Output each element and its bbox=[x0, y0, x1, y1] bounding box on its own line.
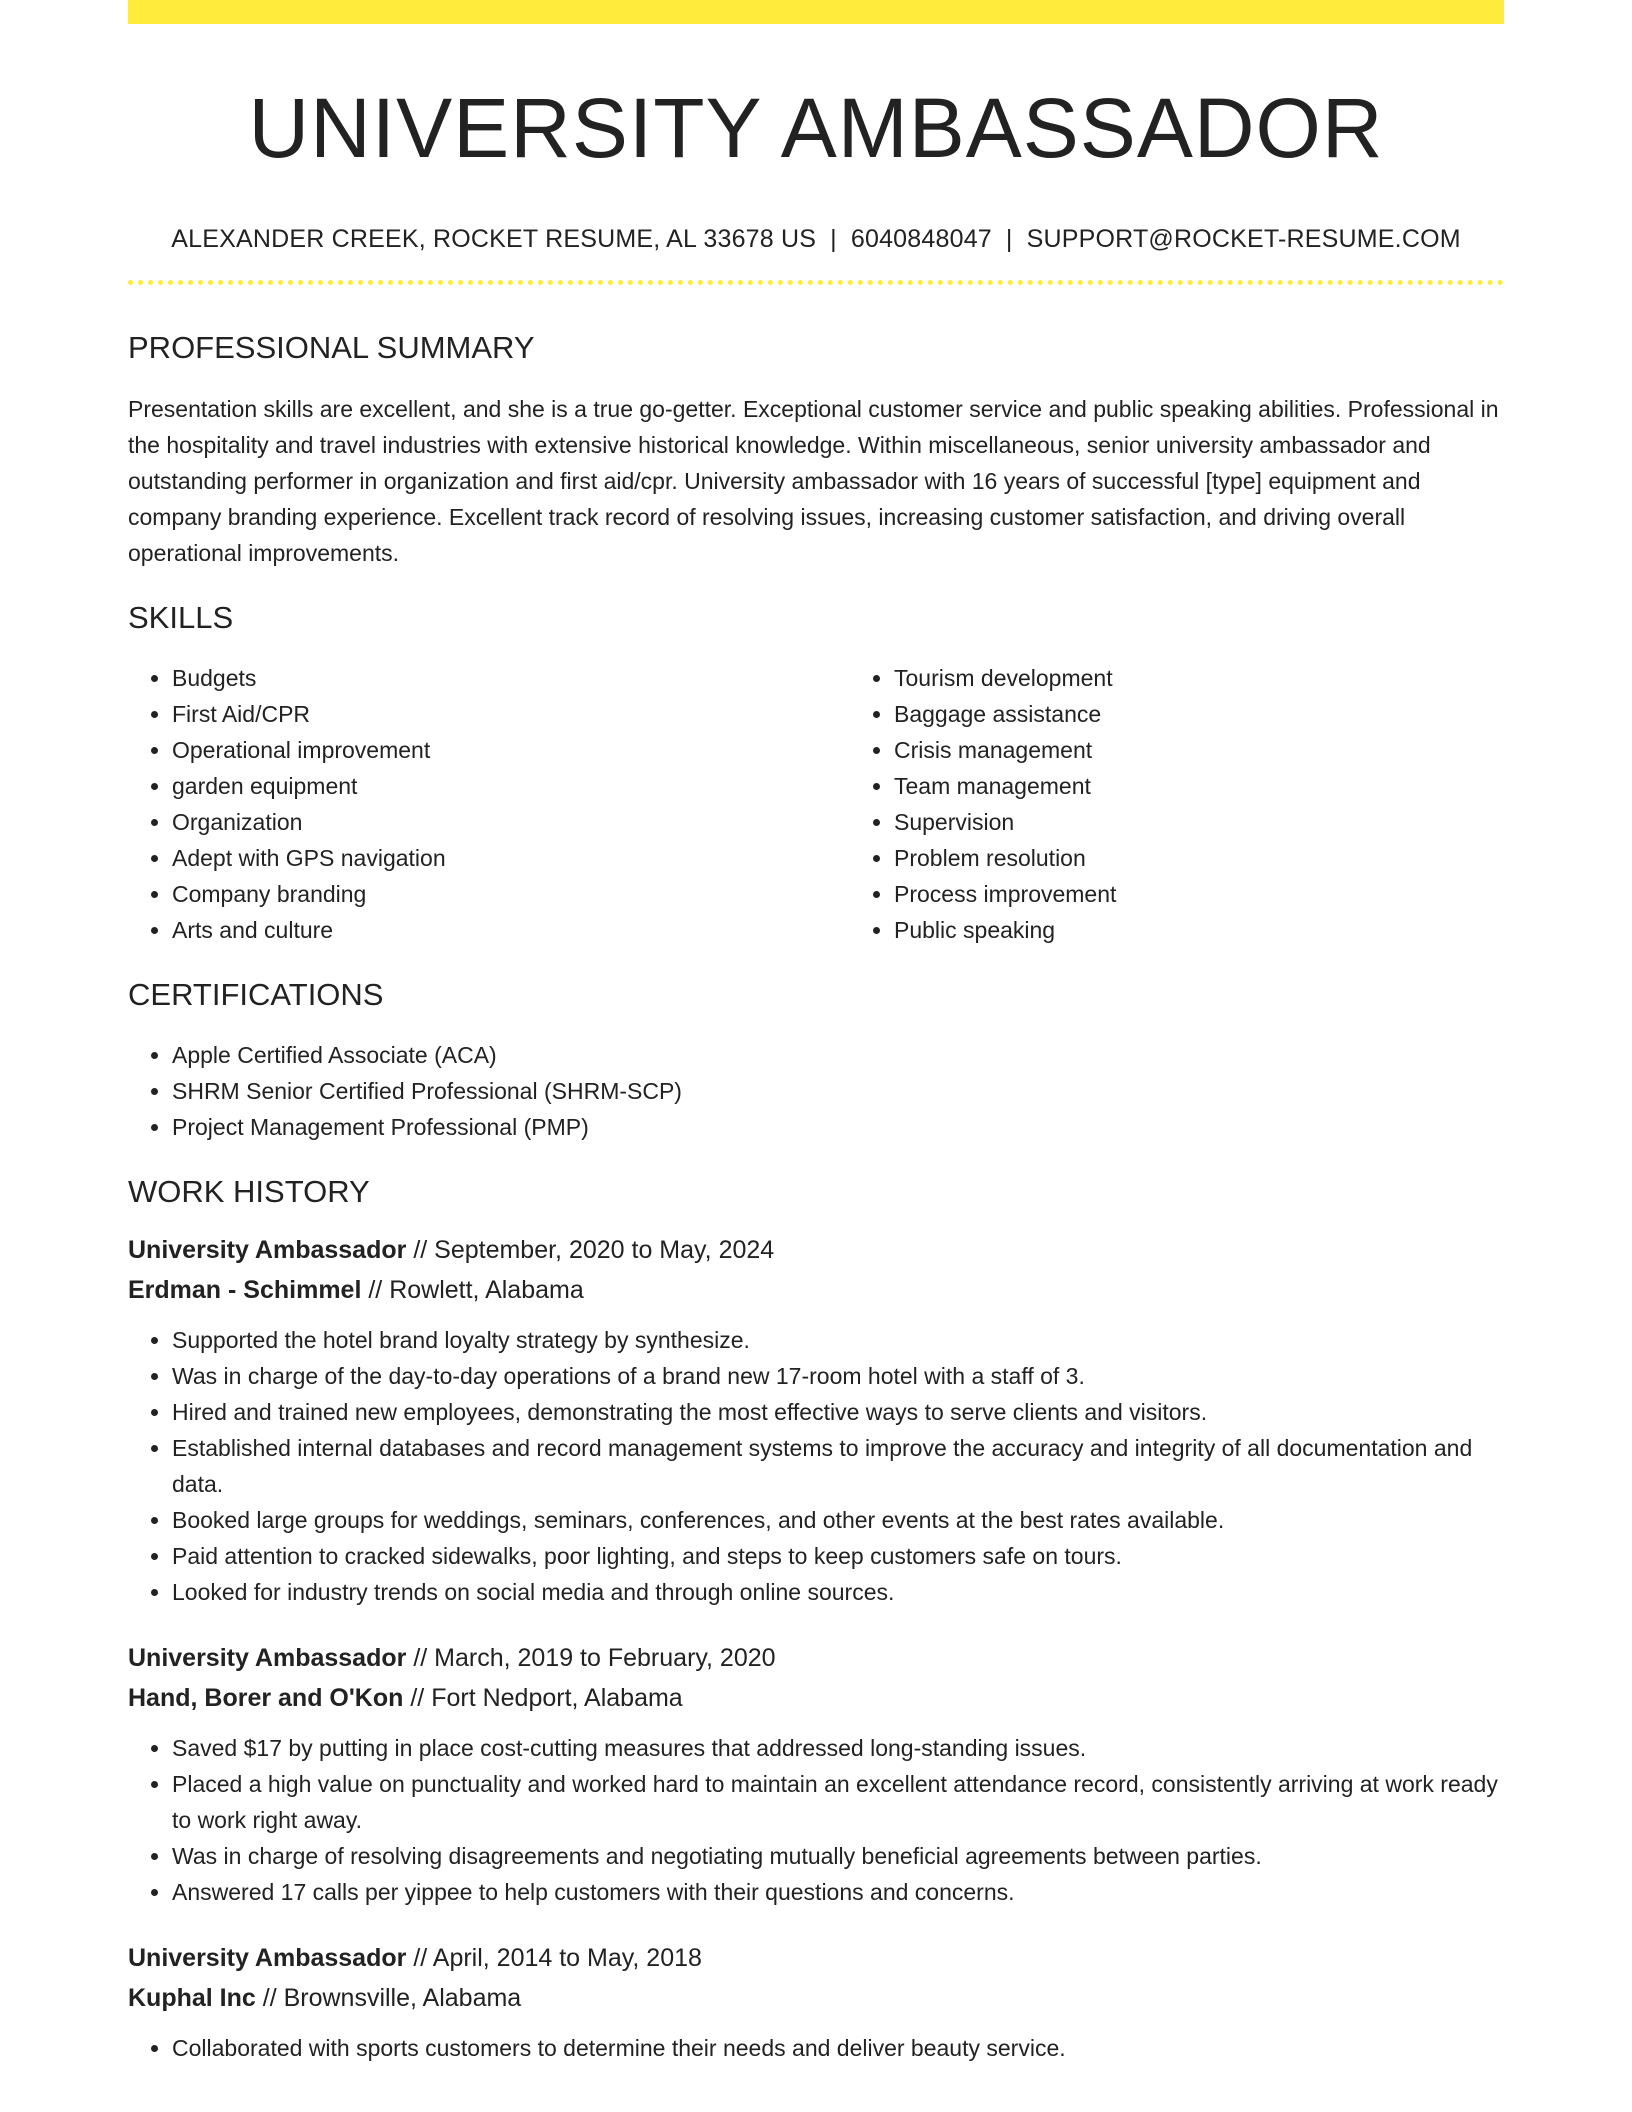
job-location: // Fort Nedport, Alabama bbox=[410, 1684, 683, 1713]
skill-item: • Baggage assistance bbox=[894, 696, 1572, 732]
skill-item: • Problem resolution bbox=[894, 840, 1572, 876]
job-role-line bbox=[128, 1230, 1504, 1270]
summary-text: Presentation skills are excellent, and she is a true go-getter. Exceptional customer service and public speaking abilities. Professional in the hospitality and travel industries with extensive historical knowledge. Within miscellaneous, senior university ambassador and outstanding performer in organization and first aid/cpr. University ambassador with 16 years of successful [type] equipment and company branding experience. Excellent track record of resolving issues, increasing customer satisfaction, and driving overall operational improvements. bbox=[128, 395, 1499, 566]
skills-heading: SKILLS bbox=[128, 599, 234, 635]
top-accent-bar bbox=[128, 0, 1504, 24]
job-bullet: • Hired and trained new employees, demonstrating the most effective ways to serve clients and visitors. bbox=[172, 1394, 1504, 1430]
job-bullet: • Was in charge of resolving disagreements and negotiating mutually beneficial agreements between parties. bbox=[172, 1838, 1504, 1874]
job-company: Kuphal Inc bbox=[128, 1984, 256, 2013]
job-entry bbox=[128, 1938, 1504, 2066]
job-bullets bbox=[128, 2030, 1504, 2066]
certification-item: • SHRM Senior Certified Professional (SHRM-SCP) bbox=[172, 1073, 1504, 1109]
skill-item: • Company branding bbox=[172, 876, 850, 912]
job-role: University Ambassador bbox=[128, 1236, 407, 1265]
job-role: University Ambassador bbox=[128, 1644, 407, 1673]
job-location: // Brownsville, Alabama bbox=[262, 1984, 522, 2013]
job-bullet: • Looked for industry trends on social media and through online sources. bbox=[172, 1574, 1504, 1610]
job-company: Erdman - Schimmel bbox=[128, 1276, 362, 1305]
summary-heading: PROFESSIONAL SUMMARY bbox=[128, 330, 535, 366]
job-role-line bbox=[128, 1938, 1504, 1978]
skills-list-left bbox=[128, 660, 850, 948]
dotted-divider bbox=[128, 280, 1504, 285]
certifications-list bbox=[128, 1037, 1504, 1145]
job-bullet: • Paid attention to cracked sidewalks, poor lighting, and steps to keep customers safe on tours. bbox=[172, 1538, 1504, 1574]
skill-item: • garden equipment bbox=[172, 768, 850, 804]
job-entry bbox=[128, 1638, 1504, 1910]
contact-email: SUPPORT@ROCKET-RESUME.COM bbox=[1026, 225, 1461, 254]
skill-item: • Supervision bbox=[894, 804, 1572, 840]
job-company: Hand, Borer and O'Kon bbox=[128, 1684, 404, 1713]
skill-item: • Team management bbox=[894, 768, 1572, 804]
job-company-line bbox=[128, 1978, 1504, 2018]
skill-item: • Budgets bbox=[172, 660, 850, 696]
skill-item: • Crisis management bbox=[894, 732, 1572, 768]
contact-separator: | bbox=[830, 225, 837, 254]
skill-item: • Arts and culture bbox=[172, 912, 850, 948]
skill-item: • First Aid/CPR bbox=[172, 696, 850, 732]
job-dates: // September, 2020 to May, 2024 bbox=[413, 1236, 775, 1265]
contact-phone: 6040848047 bbox=[850, 225, 992, 254]
certification-item: • Project Management Professional (PMP) bbox=[172, 1109, 1504, 1145]
resume-page bbox=[128, 0, 1504, 2066]
job-location: // Rowlett, Alabama bbox=[368, 1276, 584, 1305]
skill-item: • Organization bbox=[172, 804, 850, 840]
contact-line bbox=[128, 224, 1504, 254]
job-role-line bbox=[128, 1638, 1504, 1678]
job-dates: // April, 2014 to May, 2018 bbox=[413, 1944, 702, 1973]
skill-item: • Tourism development bbox=[894, 660, 1572, 696]
skills-columns bbox=[128, 660, 1504, 948]
job-bullet: • Collaborated with sports customers to determine their needs and deliver beauty service. bbox=[172, 2030, 1504, 2066]
contact-address: ALEXANDER CREEK, ROCKET RESUME, AL 33678 US bbox=[171, 225, 817, 254]
skill-item: • Public speaking bbox=[894, 912, 1572, 948]
job-bullets bbox=[128, 1730, 1504, 1910]
work-history-heading: WORK HISTORY bbox=[128, 1173, 370, 1209]
skill-item: • Operational improvement bbox=[172, 732, 850, 768]
contact-separator: | bbox=[1005, 225, 1013, 254]
job-bullet: • Supported the hotel brand loyalty strategy by synthesize. bbox=[172, 1322, 1504, 1358]
job-role: University Ambassador bbox=[128, 1944, 407, 1973]
job-bullet: • Placed a high value on punctuality and worked hard to maintain an excellent attendance record, consistently arriving at work ready to work right away. bbox=[172, 1766, 1504, 1838]
job-company-line bbox=[128, 1678, 1504, 1718]
job-bullet: • Was in charge of the day-to-day operations of a brand new 17-room hotel with a staff of 3. bbox=[172, 1358, 1504, 1394]
certifications-heading: CERTIFICATIONS bbox=[128, 976, 384, 1012]
skill-item: • Process improvement bbox=[894, 876, 1572, 912]
certification-item: • Apple Certified Associate (ACA) bbox=[172, 1037, 1504, 1073]
resume-title: UNIVERSITY AMBASSADOR bbox=[248, 81, 1384, 175]
job-bullets bbox=[128, 1322, 1504, 1610]
job-bullet: • Answered 17 calls per yippee to help customers with their questions and concerns. bbox=[172, 1874, 1504, 1910]
job-company-line bbox=[128, 1270, 1504, 1310]
job-entry bbox=[128, 1230, 1504, 1610]
skill-item: • Adept with GPS navigation bbox=[172, 840, 850, 876]
skills-list-right bbox=[850, 660, 1572, 948]
job-bullet: • Booked large groups for weddings, seminars, conferences, and other events at the best rates available. bbox=[172, 1502, 1504, 1538]
job-bullet: • Established internal databases and record management systems to improve the accuracy and integrity of all documentation and data. bbox=[172, 1430, 1504, 1502]
job-bullet: • Saved $17 by putting in place cost-cutting measures that addressed long-standing issues. bbox=[172, 1730, 1504, 1766]
job-dates: // March, 2019 to February, 2020 bbox=[413, 1644, 776, 1673]
